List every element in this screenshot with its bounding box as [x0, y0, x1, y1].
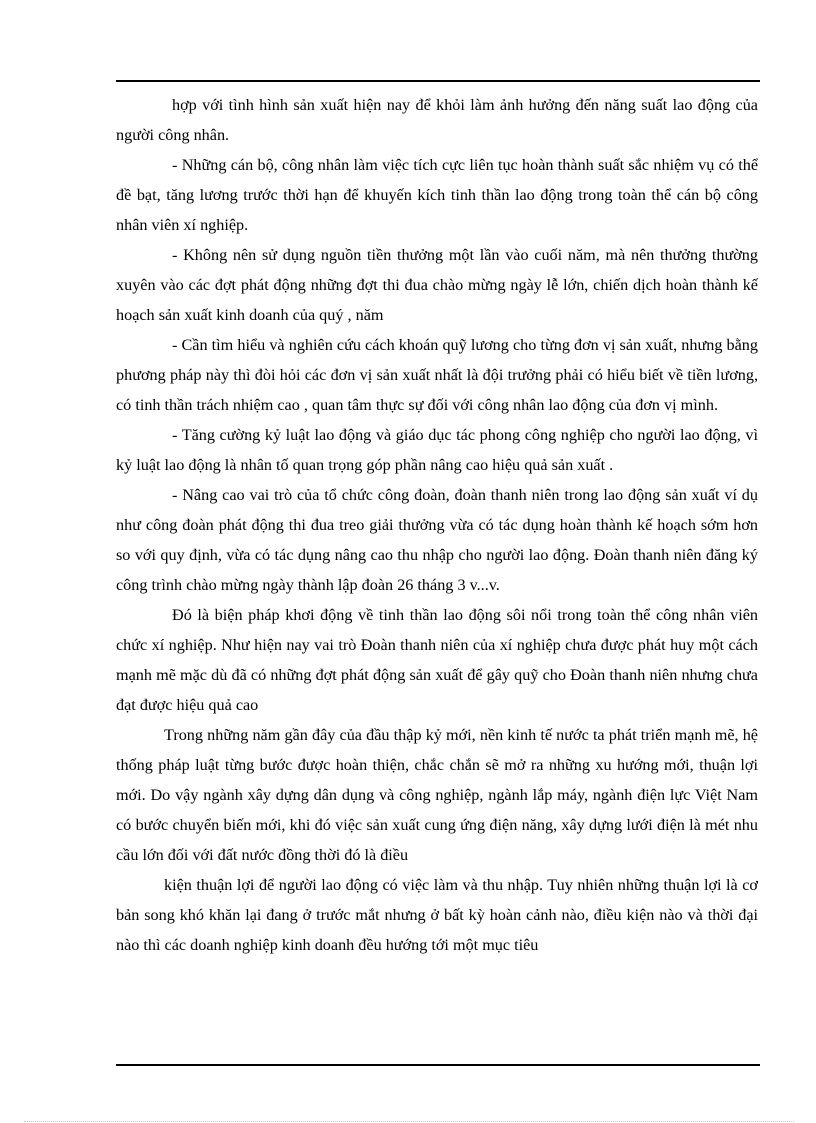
paragraph: - Tăng cường kỷ luật lao động và giáo dục tác phong công nghiệp cho người lao động, vì kỷ luật lao động là nhân tố quan trọng góp phần nâng cao hiệu quả sản xuất .	[116, 426, 758, 474]
paragraph: Trong những năm gần đây của đầu thập kỷ mới, nền kinh tế nước ta phát triển mạnh mẽ, hệ thống pháp luật từng bước được hoàn thiện, chắc chắn sẽ mở ra những xu hướng mới, thuận lợi mới. Do vậy ngành xây dựng dân dụng và công nghiệp, ngành lắp máy, ngành điện lực Việt Nam có bước chuyển biến mới, khi đó việc sản xuất cung ứng điện năng, xây dựng lưới điện là mét nhu cầu lớn đối với đất nước đồng thời đó là điều	[116, 726, 758, 864]
page-edge-divider	[24, 1121, 794, 1122]
footer-rule	[116, 1064, 760, 1066]
paragraph: Đó là biện pháp khơi động về tinh thần lao động sôi nổi trong toàn thể công nhân viên chức xí nghiệp. Như hiện nay vai trò Đoàn thanh niên của xí nghiệp chưa được phát huy một cách mạnh mẽ mặc dù đã có những đợt phát động sản xuất để gây quỹ cho Đoàn thanh niên nhưng chưa đạt được hiệu quả cao	[116, 606, 758, 714]
paragraph: - Những cán bộ, công nhân làm việc tích cực liên tục hoàn thành suất sắc nhiệm vụ có thể đề bạt, tăng lương trước thời hạn để khuyến kích tinh thần lao động trong toàn thể cán bộ công nhân viên xí nghiệp.	[116, 156, 758, 234]
paragraph: - Cần tìm hiểu và nghiên cứu cách khoán quỹ lương cho từng đơn vị sản xuất, nhưng bằng phương pháp này thì đòi hỏi các đơn vị sản xuất nhất là đội trưởng phải có hiểu biết về tiền lương, có tinh thần trách nhiệm cao , quan tâm thực sự đối với công nhân lao động của đơn vị mình.	[116, 336, 758, 414]
paragraph: kiện thuận lợi để người lao động có việc làm và thu nhập. Tuy nhiên những thuận lợi là cơ bản song khó khăn lại đang ở trước mắt nhưng ở bất kỳ hoàn cảnh nào, điều kiện nào và thời đại nào thì các doanh nghiệp kinh doanh đều hướng tới một mục tiêu	[116, 876, 758, 954]
document-body	[116, 90, 758, 960]
paragraph: - Nâng cao vai trò của tổ chức công đoàn, đoàn thanh niên trong lao động sản xuất ví dụ như công đoàn phát động thi đua treo giải thưởng vừa có tác dụng hoàn thành kế hoạch sớm hơn so với quy định, vừa có tác dụng nâng cao thu nhập cho người lao động. Đoàn thanh niên đăng ký công trình chào mừng ngày thành lập đoàn 26 tháng 3 v...v.	[116, 486, 758, 594]
paragraph: - Không nên sử dụng nguồn tiền thưởng một lần vào cuối năm, mà nên thưởng thường xuyên vào các đợt phát động những đợt thi đua chào mừng ngày lễ lớn, chiến dịch hoàn thành kế hoạch sản xuất kinh doanh của quý , năm	[116, 246, 758, 324]
paragraph: hợp với tình hình sản xuất hiện nay để khỏi làm ảnh hưởng đến năng suất lao động của người công nhân.	[116, 96, 758, 144]
header-rule	[116, 80, 760, 82]
